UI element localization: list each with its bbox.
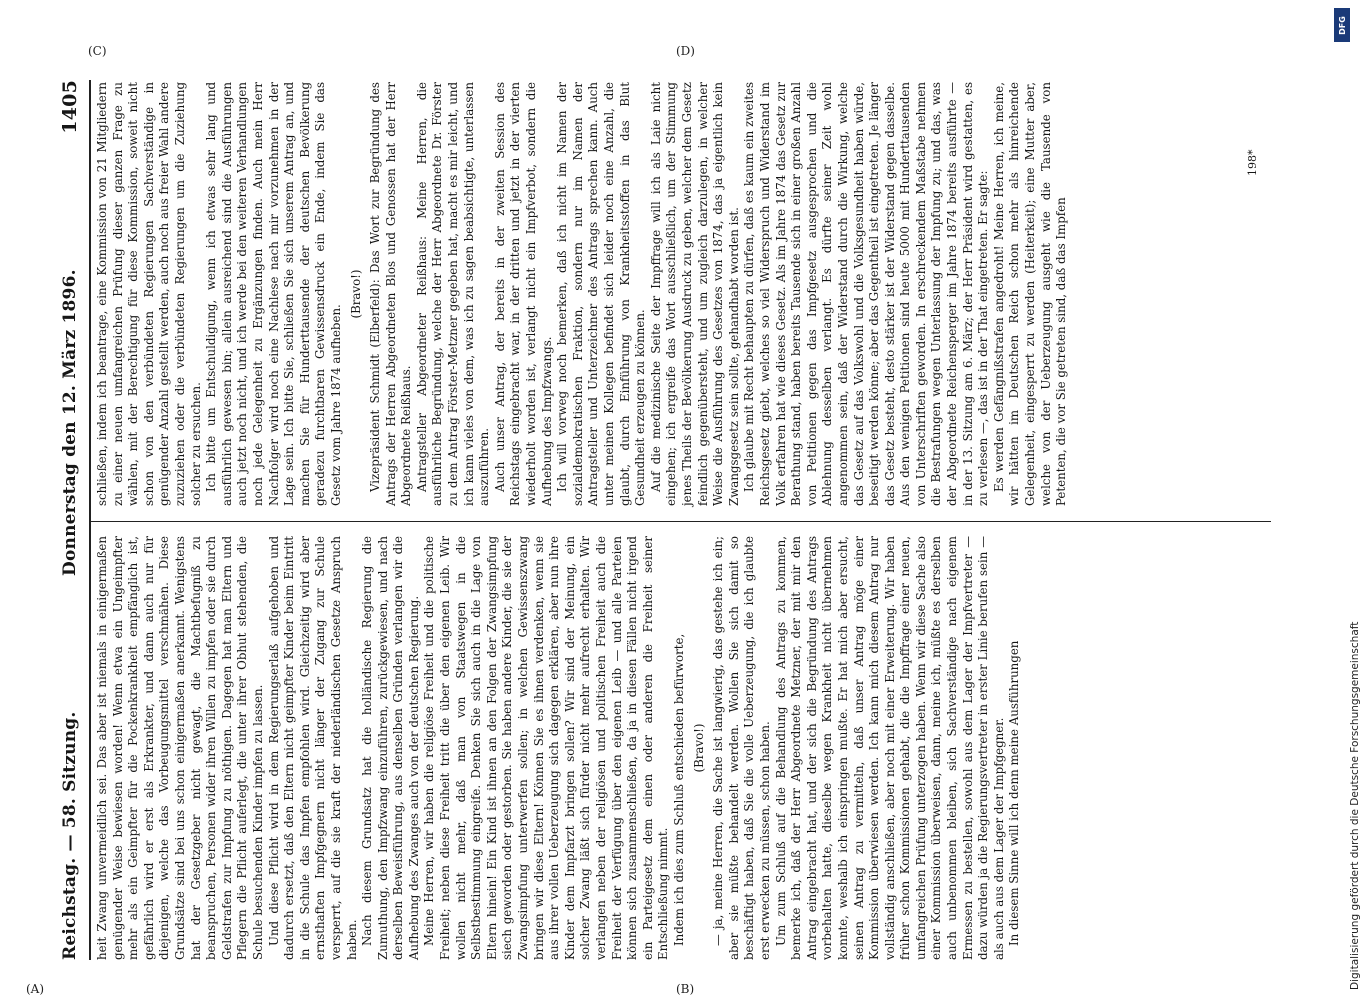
paragraph: heit Zwang unvermeidlich sei. Das aber ist niemals in einigermaßen genügender Weise bewiesen worden! Wenn etwa ein Ungeimpfter mehr als ein Geimpfter für die Pockenkrankheit empfänglich ist, gefährlich wird er erst als Erkrankter, und dann auch nur für diejenigen, welche das Vorbeugungsmittel verschmähen. Diese Grundsätze sind bei uns schon einigermaßen anerkannt. Wenigstens hat der Gesetzgeber nicht gewagt, die Machtbefugniß zu beanspruchen, Personen wider ihren Willen zu impfen oder sie durch Geldstrafen zur Impfung zu nöthigen. Dagegen hat man Eltern und Pflegern die Pflicht auferlegt, die unter ihrer Obhut stehenden, die Schule besuchenden Kinder impfen zu lassen. [95, 536, 265, 960]
margin-mark-c: (C) [88, 44, 107, 58]
bravo-interjection: (Bravo!) [691, 723, 706, 773]
running-header [55, 80, 85, 960]
paragraph: Ich glaube mit Recht behaupten zu dürfen, daß es kaum ein zweites Reichsgesetz giebt, welches so viel Widerspruch und Widerstand im Volk erfahren hat wie dieses Gesetz. Als im Jahre 1874 das Gesetz zur Berathung stand, haben bereits Tausende sich in einer großen Anzahl von Petitionen gegen das Impfgesetz ausgesprochen und die Ablehnung desselben verlangt. Es dürfte seiner Zeit wohl angenommen sein, daß der Widerstand durch die Wirkung, welche das Gesetz auf das Volkswohl und die Volksgesundheit haben würde, beseitigt werden könne; aber das Gegentheil ist eingetreten. Je länger das Gesetz besteht, desto stärker ist der Widerstand gegen dasselbe. Aus den wenigen Petitionen sind heute 5000 mit Hunderttausenden von Unterschriften geworden. In erschreckendem Maßstabe nehmen die Bestrafungen wegen Unterlassung der Impfung zu; und das, was der Abgeordnete Reichensperger im Jahre 1874 bereits ausführte — in der 13. Sitzung am 6. März; der Herr Präsident wird gestatten, es zu verlesen —, das ist in der That eingetreten. Er sagte: [742, 82, 991, 506]
page-number: 1405 [59, 80, 81, 134]
header-date: Donnerstag den 12. März 1896. [60, 269, 80, 576]
header-rule [89, 80, 91, 960]
paragraph: Auch unser Antrag, der bereits in der zweiten Session des Reichstags eingebracht war, in der dritten und jetzt in der vierten wiederholt worden ist, verlangt nicht ein Impfverbot, sondern die Aufhebung des Impfzwangs. [492, 82, 554, 506]
paragraph: schließen, indem ich beantrage, eine Kommission von 21 Mitgliedern zu einer neuen umfangreichen Prüfung dieser ganzen Frage zu wählen, mit der Berechtigung für diese Kommission, soweit nicht schon von den verbündeten Regierungen Sachverständige in genügender Anzahl gestellt werden, auch noch aus freier Wahl andere zuzuziehen oder die verbündeten Regierungen um die Zuziehung solcher zu ersuchen. [95, 82, 203, 506]
left-column [95, 536, 1270, 960]
paragraph: Ich bitte um Entschuldigung, wenn ich etwas sehr lang und ausführlich gewesen bin; allein ausreichend sind die Ausführungen auch jetzt noch nicht, und ich werde bei den weiteren Verhandlungen noch jede Gelegenheit zu Ergänzungen finden. Auch mein Herr Nachfolger wird noch eine Nachlese nach mir vorzunehmen in der Lage sein. Ich bitte Sie, schließen Sie sich unserem Antrag an, und machen Sie für Hunderttausende der deutschen Bevölkerung geradezu furchtbaren Gewissensdruck ein Ende, indem Sie das Gesetz vom Jahre 1874 aufheben. [204, 82, 343, 506]
paragraph: — ja, meine Herren, die Sache ist langwierig, das gestehe ich ein; aber sie müßte behandelt werden. Wollen Sie sich damit so beschäftigt haben, daß Sie die volle Ueberzeugung, die ich glaubte erst erwecken zu müssen, schon haben. [711, 536, 772, 960]
column-divider [91, 521, 1271, 522]
header-left: Reichstag. — 58. Sitzung. [60, 711, 80, 960]
margin-mark-b: (B) [676, 982, 695, 996]
paragraph: Nach diesem Grundsatz hat die holländische Regierung die Zumuthung, den Impfzwang einzuführen, zurückgewiesen, und nach derselben Beweisführung, aus denselben Gründen verlangen wir die Aufhebung des Zwanges auch von der deutschen Regierung. [360, 536, 421, 960]
paragraph: Antragsteller Abgeordneter Reißhaus: Meine Herren, die ausführliche Begründung, welche der Herr Abgeordnete Dr. Förster zu dem Antrag Förster-Metzner gegeben hat, macht es mir leicht, und ich kann vieles von dem, was ich zu sagen beabsichtigte, unterlassen auszuführen. [414, 82, 492, 506]
paragraph: Um zum Schluß auf die Behandlung des Antrags zu kommen, bemerke ich, daß der Herr Abgeordnete Metzner, der mit mir den Antrag eingebracht hat, und der sich die Begründung des Antrags vorbehalten hatte, dieselbe wegen Krankheit nicht übernehmen konnte, weshalb ich einspringen mußte. Er hat mich aber ersucht, seinen Antrag zu vermitteln, daß unser Antrag möge einer Kommission überwiesen werden. Ich kann mich diesem Antrag nur vollständig anschließen, aber noch mit einer Erweiterung. Wir haben früher schon Kommissionen gehabt, die die Impffrage einer neuen, umfangreichen Prüfung unterzogen haben. Wenn wir diese Sache also einer Kommission überweisen, dann, meine ich, müßte es derselben auch unbenommen bleiben, sich Sachverständige nach eigenem Ermessen zu bestellen, sowohl aus dem Lager der Impfvertreter — dazu würden ja die Regierungsvertreter in erster Linie berufen sein — als auch aus dem Lager der Impfgegner. [773, 536, 1006, 960]
dfg-logo-text: DFG [1337, 15, 1347, 35]
paragraph: Indem ich dies zum Schluß entschieden befürworte, [671, 633, 686, 946]
margin-mark-d: (D) [676, 44, 695, 58]
paragraph: In diesem Sinne will ich denn meine Ausführungen [1007, 640, 1022, 946]
paragraph: Meine Herren, wir haben die religiöse Freiheit und die politische Freiheit; neben diese Freiheit tritt die über den eigenen Leib. Wir wollen nicht mehr, daß man von Staatswegen in die Selbstbestimmung eingreife. Denken Sie sich auch in die Lage von Eltern hinein! Ein Kind ist ihnen an den Folgen der Zwangsimpfung siech geworden oder gestorben. Sie haben andere Kinder, die sie der Zwangsimpfung unterwerfen sollen; in welchen Gewissenszwang bringen wir diese Eltern! Können Sie es ihnen verdenken, wenn sie aus ihrer vollen Ueberzeugung sich dagegen erklären, aber nun ihre Kinder dem Impfarzt bringen sollen? Wir sind der Meinung, ein solcher Zwang läßt sich fürder nicht mehr aufrecht erhalten. Wir verlangen neben der religiösen und politischen Freiheit auch die Freiheit der Verfügung über den eigenen Leib — und alle Parteien können sich zusammenschließen, da ja in diesen Fällen nicht irgend ein Parteigesetz dem einen oder anderen die Freiheit seiner Entschließung nimmt. [422, 536, 671, 960]
paragraph: Ich will vorweg noch bemerken, daß ich nicht im Namen der sozialdemokratischen Fraktion, sondern nur im Namen der Antragsteller und Unterzeichner des Antrags sprechen kann. Auch unter meinen Kollegen befindet sich leider noch eine Anzahl, die glaubt, durch Einführung von Krankheitsstoffen in das Blut Gesundheit erzeugen zu können. [555, 82, 648, 506]
paragraph: Vizepräsident Schmidt (Elberfeld): Das Wort zur Begründung des Antrags der Herren Abgeordneten Blos und Genossen hat der Herr Abgeordnete Reißhaus. [368, 82, 414, 506]
bravo-interjection: (Bravo!) [348, 269, 363, 319]
rotated-page [55, 80, 1295, 960]
right-column [95, 82, 1270, 506]
paragraph: Auf die medizinische Seite der Impffrage will ich als Laie nicht eingehen; ich ergreife das Wort ausschließlich, um der Stimmung jenes Theils der Bevölkerung Ausdruck zu geben, welcher dem Gesetz feindlich gegenübersteht, und um zugleich darzulegen, in welcher Weise die Ausführung des Gesetzes von 1874, das ja eigentlich kein Zwangsgesetz sein sollte, gehandhabt worden ist. [648, 82, 741, 506]
digitization-credit: Digitalisierung gefördert durch die Deutsche Forschungsgemeinschaft [1349, 621, 1361, 990]
dfg-logo [1334, 8, 1350, 42]
quoted-paragraph: Es werden Gefängnißstrafen angedroht! Meine Herren, ich meine, wir hätten im Deutschen Reich schon mehr als hinreichende Gelegenheit, eingesperrt zu werden (Heiterkeit); eine Mutter aber, welche von der Ueberzeugung ausgeht wie die Tausende von Petenten, die vor Sie getreten sind, daß das Impfen [991, 82, 1069, 506]
margin-mark-a: (A) [26, 982, 45, 996]
page-footer-signature: 198* [1246, 149, 1259, 176]
paragraph: Und diese Pflicht wird in dem Regierungserlaß aufgehoben und dadurch ersetzt, daß den Eltern nicht geimpfter Kinder beim Eintritt in die Schule das Impfen empfohlen wird. Gleichzeitig wird aber ernsthaften Impfgegnern nicht länger der Zugang zur Schule versperrt, auf die sie kraft der niederländischen Gesetze Anspruch haben. [266, 536, 359, 960]
